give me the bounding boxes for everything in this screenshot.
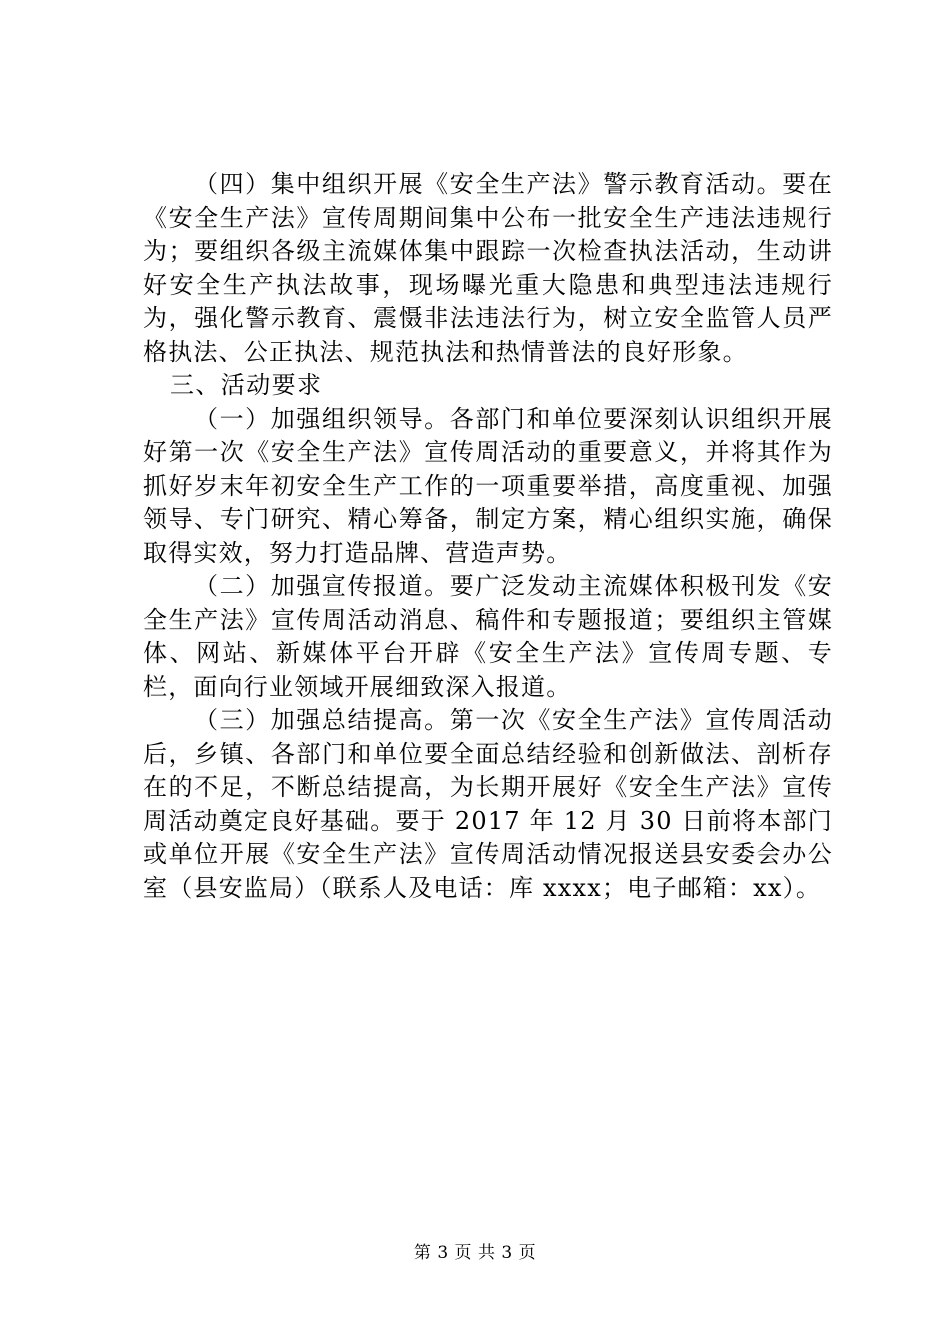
paragraph-summary-improvement: （三）加强总结提高。第一次《安全生产法》宣传周活动后，乡镇、各部门和单位要全面总结经验和创新做法、剖析存在的不足，不断总结提高，为长期开展好《安全生产法》宣传周活动奠定良好基础。要于 2017 年 12 月 30 日前将本部门或单位开展《安全生产法》宣传周活动情况报送县安委会办公室（县安监局）（联系人及电话：库 xxxx；电子邮箱：xx）。 bbox=[143, 706, 833, 902]
document-body bbox=[143, 168, 833, 905]
paragraph-organization-leadership: （一）加强组织领导。各部门和单位要深刻认识组织开展好第一次《安全生产法》宣传周活动的重要意义，并将其作为抓好岁末年初安全生产工作的一项重要举措，高度重视、加强领导、专门研究、精心筹备，制定方案，精心组织实施，确保取得实效，努力打造品牌、营造声势。 bbox=[143, 404, 833, 567]
page-number-footer: 第 3 页 共 3 页 bbox=[413, 1243, 537, 1263]
paragraph-warning-education: （四）集中组织开展《安全生产法》警示教育活动。要在《安全生产法》宣传周期间集中公布一批安全生产违法违规行为；要组织各级主流媒体集中跟踪一次检查执法活动，生动讲好安全生产执法故事，现场曝光重大隐患和典型违法违规行为，强化警示教育、震慑非法违法行为，树立安全监管人员严格执法、公正执法、规范执法和热情普法的良好形象。 bbox=[143, 170, 833, 366]
paragraph-publicity-reporting: （二）加强宣传报道。要广泛发动主流媒体积极刊发《安全生产法》宣传周活动消息、稿件和专题报道；要组织主管媒体、网站、新媒体平台开辟《安全生产法》宣传周专题、专栏，面向行业领域开展细致深入报道。 bbox=[143, 572, 833, 701]
section-heading-requirements: 三、活动要求 bbox=[170, 371, 323, 399]
